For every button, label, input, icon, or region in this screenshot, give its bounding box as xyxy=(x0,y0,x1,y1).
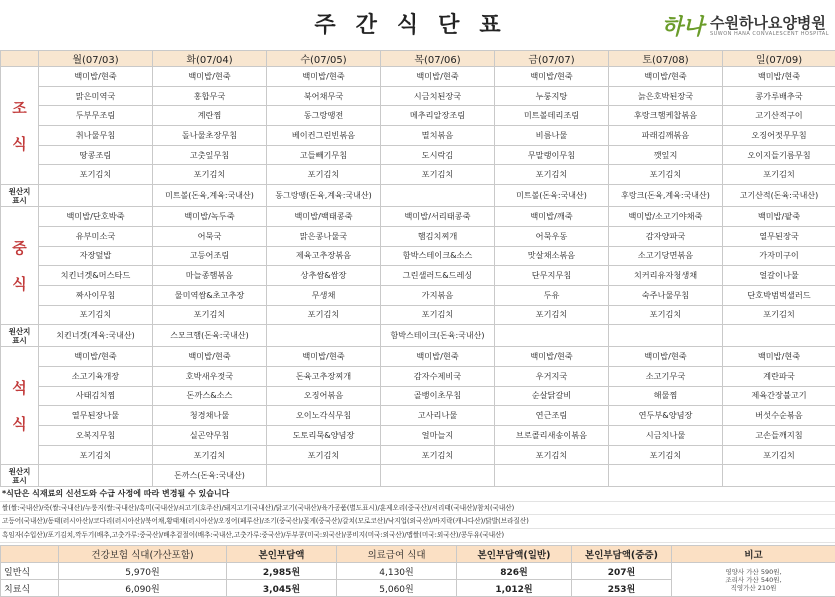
cost-header: 의료급여 식대 xyxy=(337,546,457,563)
menu-item: 청경채나물 xyxy=(153,406,267,426)
origin-info: 미트볼(돈육,계육:국내산) xyxy=(153,185,267,207)
meal-section-label-bottom: 식 xyxy=(12,134,27,153)
menu-row xyxy=(1,246,835,266)
logo-name: 수원하나요양병원 xyxy=(709,13,826,32)
menu-item: 포기김치 xyxy=(381,445,495,465)
menu-item: 백미밥/백태콩죽 xyxy=(267,207,381,227)
cost-cell: 826원 xyxy=(457,563,572,580)
day-header: 토(07/08) xyxy=(609,51,723,67)
cost-cell: 3,045원 xyxy=(227,580,337,597)
menu-item: 우거지국 xyxy=(495,366,609,386)
menu-item: 함박스테이크&소스 xyxy=(381,246,495,266)
meal-section-label-top: 석 xyxy=(12,378,27,397)
menu-item: 유부미소국 xyxy=(39,226,153,246)
cost-note-line: 조리사 가산 540원, xyxy=(725,575,782,584)
menu-item: 무말랭이무침 xyxy=(495,145,609,165)
meal-cost-table xyxy=(0,545,835,597)
cost-cell: 4,130원 xyxy=(337,563,457,580)
cost-header: 본인부담액(일반) xyxy=(457,546,572,563)
origin-info xyxy=(267,465,381,487)
menu-item: 백미밥/현죽 xyxy=(381,67,495,87)
menu-item: 소고기당면볶음 xyxy=(609,246,723,266)
menu-row xyxy=(1,86,835,106)
menu-item: 백미밥/현죽 xyxy=(267,347,381,367)
origin-info xyxy=(39,465,153,487)
menu-item: 시금치나물 xyxy=(609,426,723,446)
menu-item: 오징어볶음 xyxy=(267,386,381,406)
menu-item: 그린샐러드&드레싱 xyxy=(381,266,495,286)
menu-item: 브로콜리새송이볶음 xyxy=(495,426,609,446)
menu-item: 감자수제비국 xyxy=(381,366,495,386)
menu-item: 포기김치 xyxy=(153,165,267,185)
menu-row xyxy=(1,165,835,185)
menu-item: 포기김치 xyxy=(723,165,835,185)
menu-item: 백미밥/깨죽 xyxy=(495,207,609,227)
menu-item: 백미밥/현죽 xyxy=(495,67,609,87)
menu-item: 베이컨그린빈볶음 xyxy=(267,126,381,146)
origin-label xyxy=(1,325,39,347)
origin-info xyxy=(609,325,723,347)
menu-item: 제육고추장볶음 xyxy=(267,246,381,266)
menu-item: 멸치볶음 xyxy=(381,126,495,146)
menu-item: 백미밥/현죽 xyxy=(153,67,267,87)
menu-item: 고사리나물 xyxy=(381,406,495,426)
menu-item: 동그랑땡전 xyxy=(267,106,381,126)
origin-label-bottom: 표시 xyxy=(12,475,27,485)
origin-info: 돈까스(돈육:국내산) xyxy=(153,465,267,487)
meal-section-label-bottom: 식 xyxy=(12,274,27,293)
menu-item: 홍합무국 xyxy=(153,86,267,106)
menu-item: 두부무조림 xyxy=(39,106,153,126)
menu-item: 취나물무침 xyxy=(39,126,153,146)
cost-header: 비고 xyxy=(672,546,835,563)
menu-item: 콩가루배추국 xyxy=(723,86,835,106)
cost-cell: 2,985원 xyxy=(227,563,337,580)
menu-item: 누룽지탕 xyxy=(495,86,609,106)
menu-item: 백미밥/녹두죽 xyxy=(153,207,267,227)
menu-item: 돈육고추장찌개 xyxy=(267,366,381,386)
menu-item: 포기김치 xyxy=(609,445,723,465)
cost-header: 본인부담액 xyxy=(227,546,337,563)
menu-item: 포기김치 xyxy=(267,305,381,325)
menu-item: 치커리유자청생채 xyxy=(609,266,723,286)
menu-row xyxy=(1,67,835,87)
menu-item: 도토리묵&양념장 xyxy=(267,426,381,446)
menu-item: 포기김치 xyxy=(381,165,495,185)
origin-info: 함박스테이크(돈육:국내산) xyxy=(381,325,495,347)
menu-item: 고기산적구이 xyxy=(723,106,835,126)
origin-info: 스모크햄(돈육:국내산) xyxy=(153,325,267,347)
page-title: 주간식단표 xyxy=(314,13,521,38)
day-header-row xyxy=(1,51,835,67)
origin-info xyxy=(495,465,609,487)
menu-item: 실곤약무침 xyxy=(153,426,267,446)
corner-cell xyxy=(1,51,39,67)
origin-row xyxy=(1,185,835,207)
menu-item: 얼마늘지 xyxy=(381,426,495,446)
note-line: 쌀(쌀:국내산)/죽(쌀:국내산)/누룽지(쌀:국내산)/흑미(국내산)/쇠고기(호주산)/돼지고기(국내산)/닭고기(국내산)/육가공품(별도표시)/훈제오리(중국산)/서리태(국내산)/참치(국내산) xyxy=(0,502,835,516)
menu-row xyxy=(1,226,835,246)
menu-row xyxy=(1,145,835,165)
menu-item: 깻잎지 xyxy=(609,145,723,165)
menu-item: 백미밥/현죽 xyxy=(153,347,267,367)
menu-row xyxy=(1,347,835,367)
menu-item: 단무지무침 xyxy=(495,266,609,286)
menu-item: 메추리알장조림 xyxy=(381,106,495,126)
menu-item: 순살닭갈비 xyxy=(495,386,609,406)
menu-item: 돈까스&소스 xyxy=(153,386,267,406)
menu-item: 소고기무국 xyxy=(609,366,723,386)
menu-item: 골뱅이초무침 xyxy=(381,386,495,406)
menu-item: 고들빼기무침 xyxy=(267,145,381,165)
menu-item: 포기김치 xyxy=(723,445,835,465)
origin-label-bottom: 표시 xyxy=(12,195,27,205)
day-header: 금(07/07) xyxy=(495,51,609,67)
menu-item: 가자미구이 xyxy=(723,246,835,266)
day-header: 월(07/03) xyxy=(39,51,153,67)
menu-item: 포기김치 xyxy=(495,305,609,325)
menu-item: 버섯수순볶음 xyxy=(723,406,835,426)
menu-item: 돌나물초장무침 xyxy=(153,126,267,146)
menu-item: 감자양파국 xyxy=(609,226,723,246)
origin-info xyxy=(495,325,609,347)
menu-row xyxy=(1,285,835,305)
origin-row xyxy=(1,465,835,487)
origin-info xyxy=(39,185,153,207)
cost-cell: 치료식 xyxy=(1,580,59,597)
menu-item: 포기김치 xyxy=(267,165,381,185)
menu-item: 땅콩조림 xyxy=(39,145,153,165)
menu-item: 두유 xyxy=(495,285,609,305)
menu-item: 백미밥/서리태콩죽 xyxy=(381,207,495,227)
menu-item: 어묵국 xyxy=(153,226,267,246)
origin-label xyxy=(1,185,39,207)
note-line: *식단은 식재료의 신선도와 수급 사정에 따라 변경될 수 있습니다 xyxy=(0,488,835,502)
menu-item: 백미밥/현죽 xyxy=(609,347,723,367)
menu-item: 짜사이무침 xyxy=(39,285,153,305)
menu-item: 포기김치 xyxy=(267,445,381,465)
origin-row xyxy=(1,325,835,347)
cost-row xyxy=(1,563,835,580)
menu-item: 오이노각식무침 xyxy=(267,406,381,426)
menu-item: 미트볼데리조림 xyxy=(495,106,609,126)
menu-item: 물미역쌈&초고추장 xyxy=(153,285,267,305)
note-line: 고등어(국내산)/동태(러시아산)/코다리(러시아산)/북어채,황태채(러시아산)/오징어(페루산)/조기(중국산)/꽃게(중국산)/갈치(모로코산)/낙지업(외국산)/바지락(캐나다산)/닭발(브라질산) xyxy=(0,515,835,529)
origin-info xyxy=(723,325,835,347)
menu-item: 포기김치 xyxy=(495,165,609,185)
menu-item: 포기김치 xyxy=(609,305,723,325)
menu-item: 맑은미역국 xyxy=(39,86,153,106)
cost-note-line: 영양사 가산 590원, xyxy=(725,567,782,576)
menu-item: 포기김치 xyxy=(39,165,153,185)
menu-item: 백미밥/현죽 xyxy=(39,67,153,87)
menu-item: 북어채무국 xyxy=(267,86,381,106)
menu-row xyxy=(1,106,835,126)
note-line: 흑임자(수입산)/포기김치,깍두기(배추,고춧가루:중국산)/배추겉절이(배추:국내산,고춧가루:중국산)/두부콩(미국:외국산)/콩비지(미국:외국산)/맵쌀(미국:외국산)/콩두유(국내산) xyxy=(0,529,835,543)
origin-label-top: 원산지 xyxy=(8,326,31,336)
menu-item: 비름나물 xyxy=(495,126,609,146)
menu-item: 포기김치 xyxy=(723,305,835,325)
menu-item: 포기김치 xyxy=(609,165,723,185)
menu-item: 파래김깨볶음 xyxy=(609,126,723,146)
menu-item: 숙주나물무침 xyxy=(609,285,723,305)
menu-item: 백미밥/현죽 xyxy=(267,67,381,87)
logo-mark: 하나 xyxy=(661,15,704,40)
menu-item: 포기김치 xyxy=(153,445,267,465)
meal-section-label-top: 조 xyxy=(12,98,27,117)
menu-item: 포기김치 xyxy=(495,445,609,465)
menu-row xyxy=(1,126,835,146)
hospital-logo xyxy=(661,10,829,41)
menu-item: 도시락김 xyxy=(381,145,495,165)
origin-label xyxy=(1,465,39,487)
meal-section-label-bottom: 식 xyxy=(12,414,27,433)
menu-item: 백미밥/현죽 xyxy=(723,67,835,87)
origin-info xyxy=(381,185,495,207)
menu-row xyxy=(1,207,835,227)
menu-item: 고춧잎무침 xyxy=(153,145,267,165)
menu-item: 해물찜 xyxy=(609,386,723,406)
menu-item: 오복지무침 xyxy=(39,426,153,446)
menu-row xyxy=(1,406,835,426)
menu-item: 늙은호박된장국 xyxy=(609,86,723,106)
menu-item: 계란파국 xyxy=(723,366,835,386)
cost-note-line: 직영가산 210원 xyxy=(730,583,777,592)
menu-item: 제육간장불고기 xyxy=(723,386,835,406)
menu-item: 백미밥/현죽 xyxy=(495,347,609,367)
cost-cell: 1,012원 xyxy=(457,580,572,597)
origin-info: 고기산적(돈육:국내산) xyxy=(723,185,835,207)
menu-item: 고등어조림 xyxy=(153,246,267,266)
day-header: 목(07/06) xyxy=(381,51,495,67)
origin-info xyxy=(267,325,381,347)
origin-info xyxy=(723,465,835,487)
day-header: 일(07/09) xyxy=(723,51,835,67)
menu-item: 백미밥/팥죽 xyxy=(723,207,835,227)
cost-cell: 207원 xyxy=(572,563,672,580)
menu-item: 시금치된장국 xyxy=(381,86,495,106)
menu-item: 맑은콩나물국 xyxy=(267,226,381,246)
origin-info: 미트볼(돈육:국내산) xyxy=(495,185,609,207)
origin-label-top: 원산지 xyxy=(8,466,31,476)
menu-row xyxy=(1,305,835,325)
menu-item: 얼갈이나물 xyxy=(723,266,835,286)
logo-sub: SUWON HANA CONVALESCENT HOSPITAL xyxy=(709,30,829,37)
origin-info: 후랑크(돈육,계육:국내산) xyxy=(609,185,723,207)
menu-item: 백미밥/현죽 xyxy=(381,347,495,367)
menu-item: 포기김치 xyxy=(39,445,153,465)
menu-item: 호박새우젓국 xyxy=(153,366,267,386)
menu-notes xyxy=(0,488,835,543)
weekly-menu-table xyxy=(0,50,835,487)
menu-row xyxy=(1,386,835,406)
menu-item: 소고기육개장 xyxy=(39,366,153,386)
menu-item: 연근조림 xyxy=(495,406,609,426)
menu-item: 햄김치찌개 xyxy=(381,226,495,246)
menu-item: 열무된장나물 xyxy=(39,406,153,426)
menu-item: 오징어젓무무침 xyxy=(723,126,835,146)
cost-header xyxy=(1,546,59,563)
page-header xyxy=(0,0,835,44)
menu-item: 백미밥/현죽 xyxy=(39,347,153,367)
origin-info: 동그랑땡(돈육,계육:국내산) xyxy=(267,185,381,207)
menu-item: 백미밥/현죽 xyxy=(723,347,835,367)
cost-cell: 5,970원 xyxy=(59,563,227,580)
cost-cell: 6,090원 xyxy=(59,580,227,597)
cost-note xyxy=(672,563,835,597)
origin-label-top: 원산지 xyxy=(8,186,31,196)
menu-item: 어묵우동 xyxy=(495,226,609,246)
origin-info xyxy=(609,465,723,487)
menu-row xyxy=(1,266,835,286)
origin-label-bottom: 표시 xyxy=(12,335,27,345)
day-header: 화(07/04) xyxy=(153,51,267,67)
cost-cell: 253원 xyxy=(572,580,672,597)
meal-section-label-top: 중 xyxy=(12,238,27,257)
menu-item: 치킨너겟&머스타드 xyxy=(39,266,153,286)
menu-item: 단호박범벅샐러드 xyxy=(723,285,835,305)
menu-item: 포기김치 xyxy=(39,305,153,325)
meal-section-label xyxy=(1,347,39,465)
cost-cell: 일반식 xyxy=(1,563,59,580)
meal-section-label xyxy=(1,67,39,185)
menu-item: 고손들깨지침 xyxy=(723,426,835,446)
menu-item: 가지볶음 xyxy=(381,285,495,305)
menu-item: 오이지들기름무침 xyxy=(723,145,835,165)
menu-item: 후랑크햄케찹볶음 xyxy=(609,106,723,126)
menu-item: 무생채 xyxy=(267,285,381,305)
menu-row xyxy=(1,445,835,465)
cost-header: 건강보험 식대(가산포함) xyxy=(59,546,227,563)
menu-item: 자장덮밥 xyxy=(39,246,153,266)
menu-item: 백미밥/단호박죽 xyxy=(39,207,153,227)
menu-item: 맛살채소볶음 xyxy=(495,246,609,266)
menu-item: 마늘종햄볶음 xyxy=(153,266,267,286)
menu-item: 사태김치찜 xyxy=(39,386,153,406)
cost-cell: 5,060원 xyxy=(337,580,457,597)
meal-section-label xyxy=(1,207,39,325)
menu-item: 포기김치 xyxy=(153,305,267,325)
menu-row xyxy=(1,426,835,446)
origin-info: 치킨너겟(계육:국내산) xyxy=(39,325,153,347)
day-header: 수(07/05) xyxy=(267,51,381,67)
menu-row xyxy=(1,366,835,386)
menu-item: 연두부&양념장 xyxy=(609,406,723,426)
cost-header-row xyxy=(1,546,835,563)
menu-item: 열무된장국 xyxy=(723,226,835,246)
origin-info xyxy=(381,465,495,487)
menu-item: 백미밥/소고기야채죽 xyxy=(609,207,723,227)
menu-item: 백미밥/현죽 xyxy=(609,67,723,87)
cost-header: 본인부담액(중증) xyxy=(572,546,672,563)
menu-item: 계란찜 xyxy=(153,106,267,126)
menu-item: 상추쌈&쌈장 xyxy=(267,266,381,286)
menu-item: 포기김치 xyxy=(381,305,495,325)
